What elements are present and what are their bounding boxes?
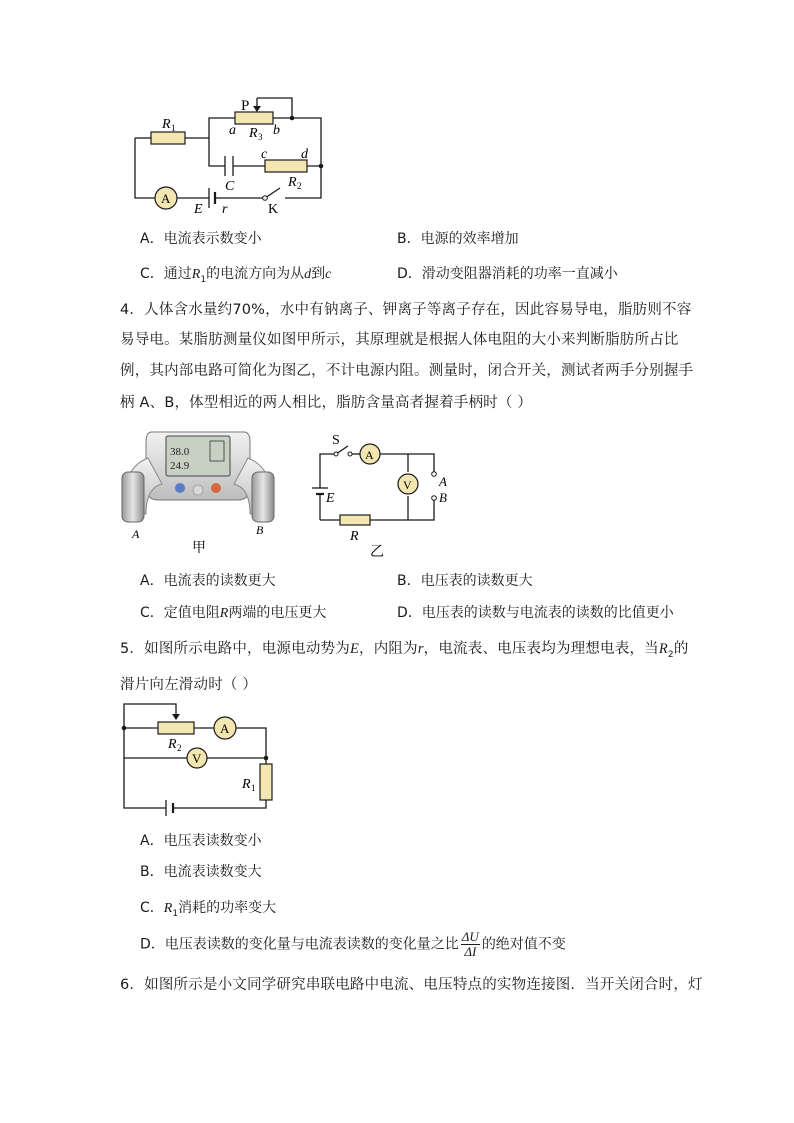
label-d: d — [301, 147, 308, 162]
q4-fat-meter-figure — [118, 428, 278, 558]
q5-R2-sub: 2 — [667, 649, 674, 660]
q5-option-c-pre: C． — [140, 900, 164, 916]
voltmeter-label: V — [192, 751, 202, 766]
q3-option-b[interactable]: B．电源的效率增加 — [397, 231, 519, 247]
ammeter-label: A — [365, 448, 374, 462]
q3-option-c-c: c — [325, 267, 332, 282]
q4-option-b[interactable]: B．电压表的读数更大 — [397, 573, 533, 589]
q5-E: E — [349, 641, 359, 657]
q4-stem-line3: 例，其内部电路可简化为图乙，不计电源内阻。测量时，闭合开关，测试者两手分别握手 — [120, 363, 694, 379]
resistor-R-label: R — [350, 529, 359, 544]
q4-option-c-post: 两端的电压更大 — [228, 605, 327, 621]
label-R1-sub: 1 — [251, 783, 256, 793]
q5-r: r — [417, 641, 424, 657]
delta-u-over-delta-i — [461, 930, 480, 959]
frac-denominator: ΔI — [464, 944, 477, 959]
label-R3-sub: 3 — [258, 132, 263, 142]
q4-stem-line4: 柄 A、B，体型相近的两人相比，脂肪含量高者握着手柄时（ ） — [120, 395, 533, 411]
q3-option-d[interactable]: D．滑动变阻器消耗的功率一直减小 — [397, 266, 618, 282]
label-R3: R — [249, 126, 258, 141]
frac-numerator: ΔU — [461, 929, 479, 944]
q4-option-c[interactable] — [140, 603, 326, 624]
voltmeter-label: V — [403, 478, 412, 492]
label-b: b — [273, 123, 280, 138]
q5-option-c-R: R — [163, 901, 173, 916]
label-E: E — [194, 202, 203, 217]
q5-R2: R — [658, 641, 668, 657]
q4-stem-line2: 易导电。某脂肪测量仪如图甲所示，其原理就是根据人体电阻的大小来判断脂肪所占比 — [120, 332, 679, 348]
q5-circuit-figure — [118, 700, 278, 820]
terminal-A-label: A — [439, 474, 447, 489]
q5-stem-line2: 滑片向左滑动时（ ） — [120, 677, 258, 693]
q3-circuit-figure — [125, 92, 355, 217]
q5-option-c-post: 消耗的功率变大 — [178, 900, 277, 916]
q4-option-c-pre: C．定值电阻 — [140, 605, 220, 621]
q5-line1-pre: 5．如图所示电路中，电源电动势为 — [120, 641, 350, 657]
terminal-B-label: B — [439, 490, 447, 505]
q5-stem-line1 — [120, 634, 689, 670]
q5-line1-post: ，电流表、电压表均为理想电表，当 — [423, 641, 659, 657]
q5-option-c-sub: 1 — [172, 908, 179, 919]
q4-stem-line1: 4．人体含水量约70%，水中有钠离子、钾离子等离子存在，因此容易导电，脂肪则不容 — [120, 302, 692, 318]
display-value-1: 38.0 — [170, 446, 190, 458]
q4-option-c-R: R — [219, 606, 229, 621]
q3-option-c-to: 到 — [311, 266, 326, 282]
q3-option-c-d: d — [304, 267, 312, 282]
ammeter-label: A — [161, 191, 171, 206]
label-r: r — [222, 202, 228, 217]
label-R2-sub: 2 — [297, 181, 302, 191]
q5-option-c[interactable] — [140, 898, 276, 924]
q3-option-c-sub: 1 — [200, 274, 207, 285]
q4-option-d[interactable]: D．电压表的读数与电流表的读数的比值更小 — [397, 605, 674, 621]
label-R2-sub: 2 — [177, 743, 182, 753]
q6-stem-line1: 6．如图所示是小文同学研究串联电路中电流、电压特点的实物连接图．当开关闭合时，灯 — [120, 977, 703, 993]
figure-jia-caption: 甲 — [192, 541, 206, 556]
source-E-label: E — [326, 491, 335, 506]
handle-B-label: B — [256, 523, 264, 537]
q5-option-d-post: 的绝对值不变 — [481, 936, 566, 953]
ammeter-label: A — [220, 721, 230, 736]
q3-option-c[interactable] — [140, 264, 331, 290]
q5-option-d[interactable] — [140, 930, 566, 959]
label-K: K — [268, 202, 279, 217]
label-P: P — [241, 98, 250, 114]
label-a: a — [229, 123, 236, 138]
label-R1: R — [242, 777, 251, 792]
q5-line1-end: 的 — [673, 641, 689, 657]
q4-simplified-circuit-figure — [308, 432, 468, 562]
q3-option-c-pre: C．通过 — [140, 266, 192, 282]
switch-S-label: S — [332, 433, 340, 448]
handle-A-label: A — [132, 527, 140, 541]
q3-option-c-R: R — [191, 267, 201, 282]
display-value-2: 24.9 — [170, 460, 190, 472]
q4-option-a[interactable]: A．电流表的读数更大 — [140, 573, 276, 589]
label-R2: R — [168, 737, 177, 752]
q3-option-a[interactable]: A．电流表示数变小 — [140, 231, 262, 247]
label-R2: R — [288, 175, 297, 190]
label-R1-sub: 1 — [171, 123, 176, 133]
q5-line1-mid: ，内阻为 — [359, 641, 418, 657]
q3-option-c-mid: 的电流方向为从 — [206, 266, 305, 282]
label-C: C — [225, 179, 235, 194]
label-R1: R — [162, 117, 171, 132]
q5-option-b[interactable]: B．电流表读数变大 — [140, 864, 262, 880]
q5-option-d-pre: D．电压表读数的变化量与电流表读数的变化量之比 — [140, 936, 459, 953]
figure-yi-caption: 乙 — [370, 545, 384, 560]
label-c: c — [261, 147, 268, 162]
q5-option-a[interactable]: A．电压表读数变小 — [140, 833, 262, 849]
